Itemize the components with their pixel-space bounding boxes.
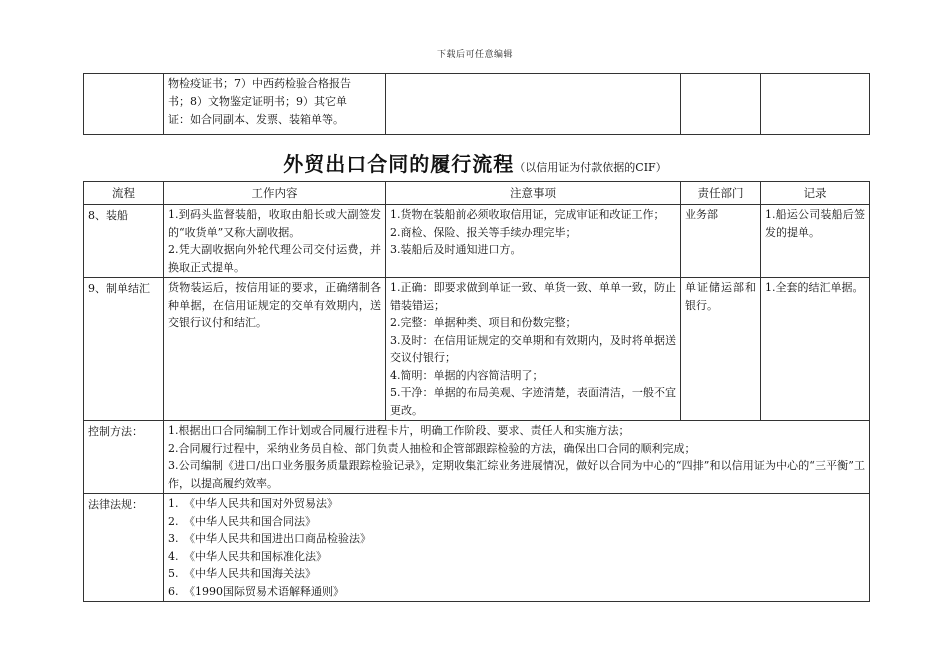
table-header-row — [84, 182, 870, 205]
page-header-note: 下载后可任意编辑 — [436, 50, 513, 60]
column-header-dept: 责任部门 — [681, 182, 761, 205]
notes-cell — [386, 205, 681, 278]
record-cell: 1.船运公司装船后签发的提单。 — [761, 205, 870, 278]
text-line: 货物装运后，按信用证的要求，正确缮制各种单据，在信用证规定的交单有效期内，送交银行议付和结汇。 — [168, 281, 381, 329]
control-methods-label: 控制方法： — [84, 421, 164, 494]
title-subtitle: （以信用证为付款依据的CIF） — [514, 161, 667, 174]
law-item: 5. 《中华人民共和国海关法》 — [168, 567, 316, 580]
text-line: 5.干净：单据的布局美观、字迹清楚，表面清洁，一般不宜更改。 — [390, 386, 676, 417]
previous-table-fragment — [83, 73, 870, 135]
title-main: 外贸出口合同的履行流程 — [283, 152, 515, 176]
empty-cell — [386, 74, 681, 135]
text-line: 4.简明：单据的内容简洁明了； — [390, 368, 544, 382]
law-item: 1. 《中华人民共和国对外贸易法》 — [168, 497, 338, 510]
text-line: 书；8）文物鉴定证明书；9）其它单 — [168, 95, 347, 108]
text-line: 3.及时：在信用证规定的交单期和有效期内，及时将单据送交议付银行； — [390, 333, 676, 364]
text-line: 2.完整：单据种类、项目和份数完整； — [390, 316, 577, 329]
step-cell: 9、制单结汇 — [84, 278, 164, 421]
law-item: 4. 《中华人民共和国标准化法》 — [168, 549, 327, 563]
column-header-record: 记录 — [761, 182, 870, 205]
laws-label: 法律法规： — [84, 494, 164, 602]
text-line: 证：如合同副本、发票、装箱单等。 — [168, 113, 344, 126]
department-cell: 业务部 — [681, 205, 761, 278]
law-item: 2. 《中华人民共和国合同法》 — [168, 514, 316, 528]
text-line: 1.到码头监督装船，收取由船长或大副签发的“收货单”又称大副收据。 — [168, 208, 381, 239]
department-cell: 单证储运部和银行。 — [681, 278, 761, 421]
laws-row — [84, 494, 870, 602]
laws-content — [164, 494, 870, 602]
control-methods-row — [84, 421, 870, 494]
law-item: 3. 《中华人民共和国进出口商品检验法》 — [168, 532, 371, 545]
text-line: 物检疫证书；7）中西药检验合格报告 — [168, 77, 351, 90]
text-line: 3.公司编制《进口/出口业务服务质量跟踪检验记录》，定期收集汇综业务进展情况，做好以合同为中心的“四排”和以信用证为中心的“三平衡”工作，以提高履约效率。 — [168, 459, 865, 490]
notes-cell — [386, 278, 681, 421]
text-line: 1.正确：即要求做到单证一致、单货一致、单单一致，防止错装错运； — [390, 281, 676, 312]
step-cell: 8、装船 — [84, 205, 164, 278]
table-row — [84, 278, 870, 421]
text-line: 1.货物在装船前必须收取信用证，完成审证和改证工作； — [390, 208, 665, 221]
empty-cell — [681, 74, 761, 135]
table-row — [84, 74, 870, 135]
control-methods-content — [164, 421, 870, 494]
work-content-cell — [164, 74, 386, 135]
text-line: 1.根据出口合同编制工作计划或合同履行进程卡片，明确工作阶段、要求、责任人和实施方法； — [168, 424, 630, 437]
document-title — [0, 148, 950, 177]
text-line: 2.商检、保险、报关等手续办理完毕； — [390, 225, 577, 239]
work-content-cell — [164, 205, 386, 278]
process-table — [83, 181, 870, 602]
work-content-cell — [164, 278, 386, 421]
column-header-notes: 注意事项 — [386, 182, 681, 205]
text-line: 3.装船后及时通知进口方。 — [390, 243, 522, 256]
column-header-step: 流程 — [84, 182, 164, 205]
text-line: 2.合同履行过程中，采纳业务员自检、部门负责人抽检和企管部跟踪检验的方法，确保出口合同的顺利完成； — [168, 441, 696, 455]
table-row — [84, 205, 870, 278]
law-item: 6. 《1990国际贸易术语解释通则》 — [168, 584, 344, 598]
text-line: 2.凭大副收据向外轮代理公司交付运费，并换取正式提单。 — [168, 243, 381, 274]
column-header-work: 工作内容 — [164, 182, 386, 205]
empty-cell — [761, 74, 870, 135]
record-cell: 1.全套的结汇单据。 — [761, 278, 870, 421]
empty-cell — [84, 74, 164, 135]
